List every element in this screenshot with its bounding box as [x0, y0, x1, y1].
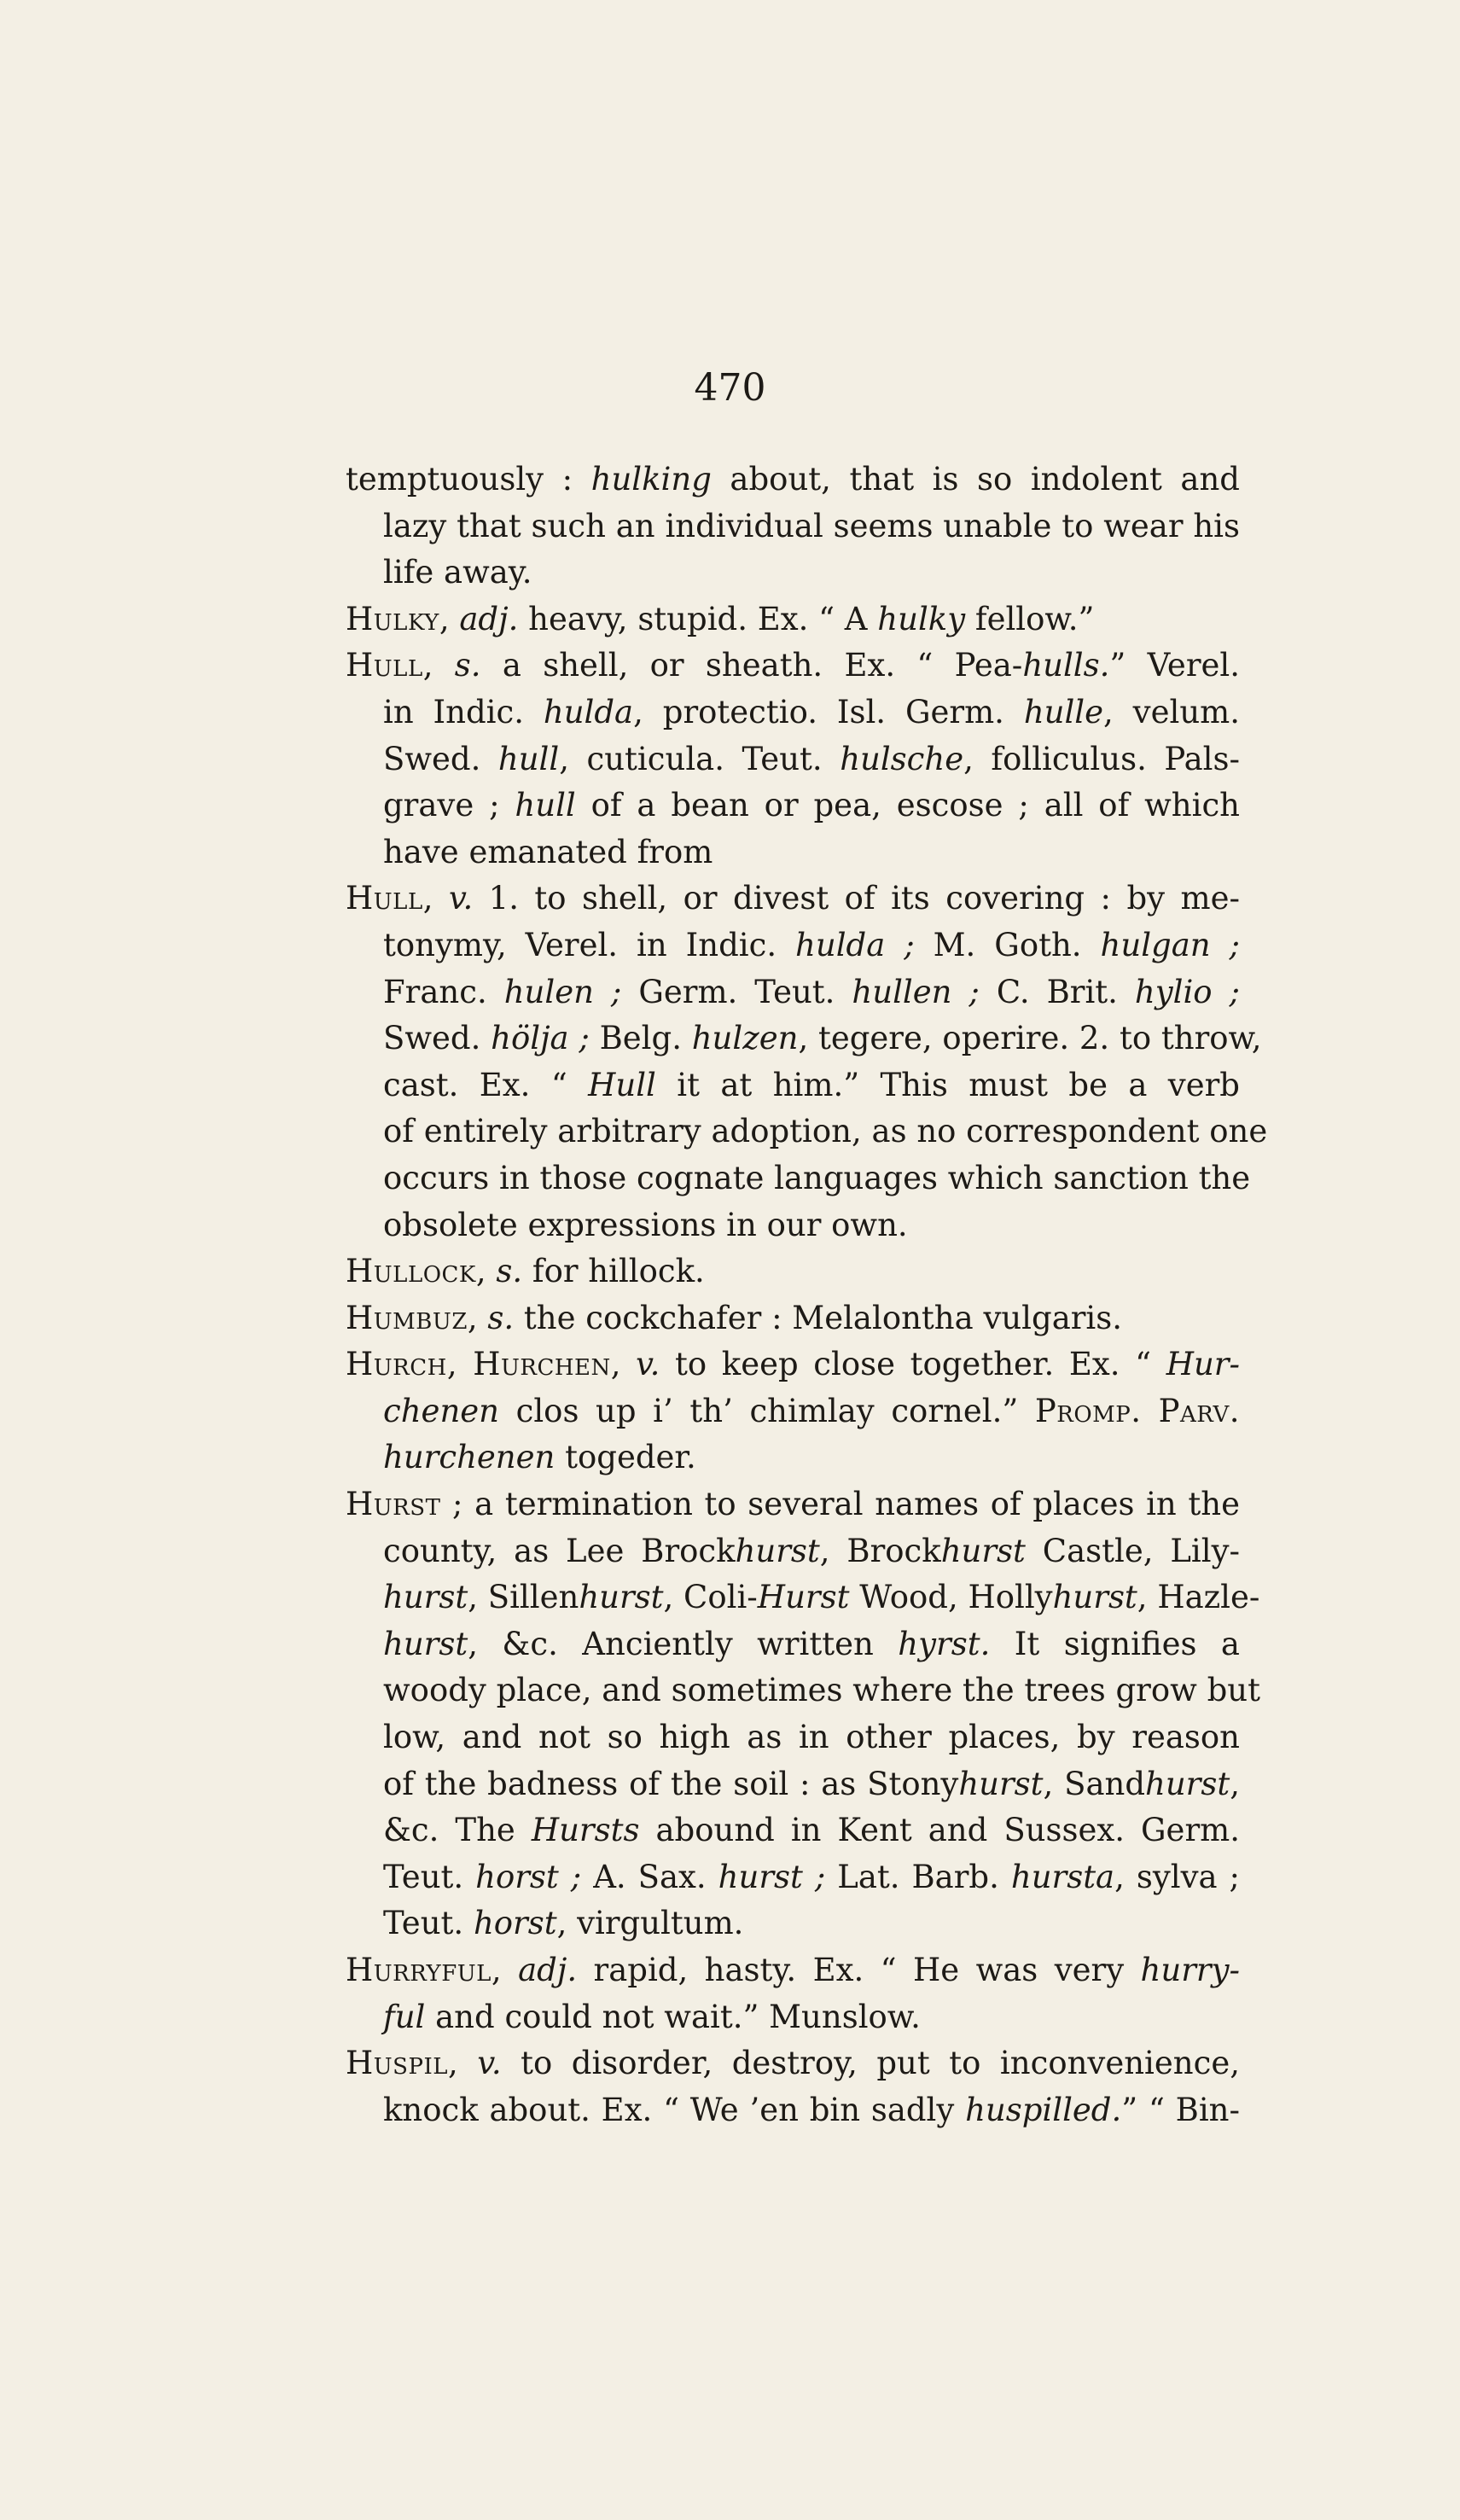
italic-word: hulda ;: [795, 926, 915, 963]
italic-word: hurst: [735, 1532, 820, 1569]
italic-word: hurst: [383, 1579, 468, 1616]
text-line: [346, 1574, 1260, 1621]
italic-word: hulgan ;: [1100, 926, 1241, 963]
text-segment: of a bean or pea, escose ; all of which: [575, 787, 1241, 824]
text-segment: in Indic.: [383, 693, 544, 730]
text-segment: knock about. Ex. “ We ’en bin sadly: [383, 2091, 966, 2128]
text-line: [346, 1994, 1240, 2041]
text-line: [346, 1854, 1240, 1901]
text-segment: ,: [422, 880, 449, 917]
text-line: [346, 643, 1240, 690]
text-line: [346, 969, 1240, 1016]
italic-word: hölja ;: [491, 1020, 590, 1057]
text-segment: low, and not so high as in other places, by reason: [383, 1719, 1240, 1756]
text-segment: occurs in those cognate languages which sanction the: [383, 1159, 1251, 1196]
text-line: [346, 876, 1240, 922]
text-segment: Teut.: [383, 1858, 476, 1895]
headword: Hurst: [346, 1486, 441, 1523]
text-segment: to disorder, destroy, put to inconvenience,: [501, 2045, 1240, 2082]
text-segment: C. Brit.: [979, 973, 1135, 1010]
text-segment: , Hazle-: [1137, 1579, 1260, 1616]
headword: Promp. Parv.: [1034, 1392, 1240, 1429]
text-segment: it at him.” This must be a verb: [655, 1066, 1240, 1103]
text-segment: , tegere, operire. 2. to throw,: [798, 1020, 1262, 1057]
text-segment: , virgultum.: [556, 1905, 744, 1942]
text-line: [346, 550, 1240, 597]
text-segment: , Sand: [1043, 1765, 1146, 1802]
text-segment: A. Sax.: [581, 1858, 718, 1895]
text-segment: , folliculus. Pals-: [963, 740, 1240, 777]
italic-word: s.: [454, 647, 481, 684]
text-line: [346, 1341, 1240, 1388]
italic-word: v.: [448, 880, 474, 917]
text-segment: , Sillen: [468, 1579, 579, 1616]
italic-word: hurst: [940, 1532, 1026, 1569]
text-line: [346, 1807, 1240, 1854]
text-segment: togeder.: [555, 1439, 696, 1476]
italic-word: hurry-: [1140, 1952, 1240, 1988]
text-segment: , Coli-: [663, 1579, 758, 1616]
text-segment: cast. Ex. “: [383, 1066, 589, 1103]
text-segment: ; a termination to several names of places in the: [440, 1486, 1240, 1523]
text-segment: ,: [422, 647, 455, 684]
italic-word: v.: [636, 1346, 660, 1383]
text-segment: Germ. Teut.: [621, 973, 852, 1010]
text-line: [346, 1295, 1240, 1342]
headword: Humbuz: [346, 1299, 468, 1336]
italic-word: Hursts: [531, 1812, 640, 1849]
italic-word: hurst: [579, 1579, 664, 1616]
text-line: [346, 503, 1240, 550]
headword: Hullock: [346, 1253, 476, 1290]
headword: Huspil: [346, 2045, 449, 2082]
italic-word: hullen ;: [852, 973, 980, 1010]
text-segment: fellow.”: [965, 600, 1095, 637]
text-line: [346, 1481, 1240, 1528]
text-line: [346, 1528, 1240, 1575]
text-segment: , &c. Anciently written: [468, 1625, 899, 1662]
text-segment: heavy, stupid. Ex. “ A: [518, 600, 878, 637]
text-segment: , protectio. Isl. Germ.: [633, 693, 1024, 730]
italic-word: v.: [477, 2045, 502, 2082]
italic-word: s.: [496, 1253, 523, 1290]
text-segment: for hillock.: [522, 1253, 705, 1290]
text-segment: Swed.: [383, 740, 498, 777]
page-number: 470: [694, 366, 766, 410]
text-segment: the cockchafer : Melalontha vulgaris.: [514, 1299, 1123, 1336]
text-segment: county, as Lee Brock: [383, 1532, 736, 1569]
italic-word: hulking: [590, 461, 712, 498]
italic-word: Hull: [588, 1066, 656, 1103]
text-segment: , Brock: [819, 1532, 941, 1569]
text-line: [346, 829, 1240, 876]
text-segment: a shell, or sheath. Ex. “ Pea-: [480, 647, 1023, 684]
dictionary-text-block: [346, 457, 1268, 2133]
text-segment: obsolete expressions in our own.: [383, 1206, 908, 1243]
text-segment: woody place, and sometimes where the trees grow but: [383, 1672, 1260, 1709]
text-segment: Belg.: [589, 1020, 692, 1057]
italic-word: ful: [383, 1998, 426, 2035]
italic-word: hurchenen: [383, 1439, 555, 1476]
text-segment: , sylva ;: [1114, 1858, 1240, 1895]
text-segment: life away.: [383, 554, 532, 591]
text-segment: ,: [1230, 1765, 1240, 1802]
text-line: [346, 736, 1240, 783]
text-segment: of entirely arbitrary adoption, as no correspondent one: [383, 1113, 1268, 1150]
italic-word: adj.: [459, 600, 519, 637]
text-line: [346, 457, 1240, 503]
italic-word: hurst: [958, 1765, 1044, 1802]
text-segment: Lat. Barb.: [825, 1858, 1011, 1895]
text-segment: abound in Kent and Sussex. Germ.: [639, 1812, 1240, 1849]
text-segment: lazy that such an individual seems unable to wear his: [383, 507, 1240, 544]
text-segment: M. Goth.: [914, 926, 1101, 963]
text-line: [346, 1109, 1268, 1155]
text-line: [346, 1388, 1240, 1435]
italic-word: hylio ;: [1134, 973, 1240, 1010]
text-line: [346, 2040, 1240, 2087]
text-line: [346, 1016, 1262, 1062]
italic-word: hulda: [543, 693, 634, 730]
text-segment: It signifies a: [990, 1625, 1240, 1662]
text-segment: ” “ Bin-: [1121, 2091, 1240, 2128]
text-segment: Swed.: [383, 1020, 492, 1057]
text-segment: grave ;: [383, 787, 515, 824]
text-segment: ,: [491, 1952, 519, 1988]
italic-word: horst ;: [475, 1858, 582, 1895]
text-segment: and could not wait.” Munslow.: [425, 1998, 921, 2035]
italic-word: hulky: [877, 600, 966, 637]
text-line: [346, 783, 1240, 829]
text-segment: Teut.: [383, 1905, 474, 1942]
text-line: [346, 1155, 1251, 1202]
italic-word: hurst: [383, 1625, 468, 1662]
italic-word: hyrst.: [898, 1625, 991, 1662]
text-segment: ,: [448, 2045, 478, 2082]
text-line: [346, 2087, 1240, 2134]
text-line: [346, 1667, 1260, 1714]
headword: Hulky: [346, 600, 439, 637]
text-line: [346, 690, 1240, 736]
text-segment: Franc.: [383, 973, 504, 1010]
text-segment: ,: [610, 1346, 637, 1383]
text-segment: ,: [475, 1253, 497, 1290]
text-segment: ,: [467, 1299, 488, 1336]
text-line: [346, 1714, 1240, 1761]
text-segment: of the badness of the soil : as Stony: [383, 1765, 959, 1802]
text-line: [346, 1202, 1240, 1249]
text-line: [346, 1248, 1240, 1295]
italic-word: horst: [473, 1905, 557, 1942]
text-segment: 1. to shell, or divest of its covering : by me-: [473, 880, 1240, 917]
text-segment: about, that is so indolent and: [711, 461, 1240, 498]
italic-word: hulzen: [691, 1020, 799, 1057]
text-line: [346, 597, 1240, 643]
text-line: [346, 1621, 1240, 1668]
italic-word: hulsche: [840, 740, 964, 777]
italic-word: hull: [497, 740, 560, 777]
text-segment: Wood, Holly: [849, 1579, 1053, 1616]
text-line: [346, 1947, 1240, 1994]
italic-word: hulen ;: [503, 973, 622, 1010]
headword: Hurch, Hurchen: [346, 1346, 611, 1383]
italic-word: hull: [515, 787, 576, 824]
text-segment: to keep close together. Ex. “: [660, 1346, 1166, 1383]
text-segment: ” Verel.: [1109, 647, 1241, 684]
italic-word: Hur-: [1166, 1346, 1240, 1383]
text-segment: , cuticula. Teut.: [559, 740, 841, 777]
text-line: [346, 1761, 1240, 1808]
text-segment: Castle, Lily-: [1025, 1532, 1240, 1569]
headword: Hurryful: [346, 1952, 492, 1988]
italic-word: hurst: [1052, 1579, 1137, 1616]
italic-word: huspilled.: [965, 2091, 1122, 2128]
text-line: [346, 1062, 1240, 1109]
headword: Hull: [346, 647, 423, 684]
text-segment: , velum.: [1103, 693, 1240, 730]
italic-word: Hurst: [757, 1579, 850, 1616]
italic-word: hurst ;: [718, 1858, 826, 1895]
italic-word: hurst: [1145, 1765, 1230, 1802]
text-segment: rapid, hasty. Ex. “ He was very: [577, 1952, 1141, 1988]
italic-word: s.: [487, 1299, 515, 1336]
italic-word: hulls.: [1022, 647, 1110, 684]
text-segment: ,: [439, 600, 460, 637]
text-line: [346, 1900, 1240, 1947]
text-line: [346, 922, 1240, 969]
text-line: [346, 1435, 1240, 1481]
italic-word: hulle: [1023, 693, 1104, 730]
italic-word: adj.: [518, 1952, 578, 1988]
text-segment: have emanated from: [383, 833, 713, 870]
italic-word: hursta: [1010, 1858, 1115, 1895]
text-segment: &c. The: [383, 1812, 532, 1849]
headword: Hull: [346, 880, 423, 917]
italic-word: chenen: [383, 1392, 500, 1429]
text-segment: tonymy, Verel. in Indic.: [383, 926, 796, 963]
text-segment: clos up i’ th’ chimlay cornel.”: [499, 1392, 1035, 1429]
text-segment: temptuously :: [346, 461, 591, 498]
